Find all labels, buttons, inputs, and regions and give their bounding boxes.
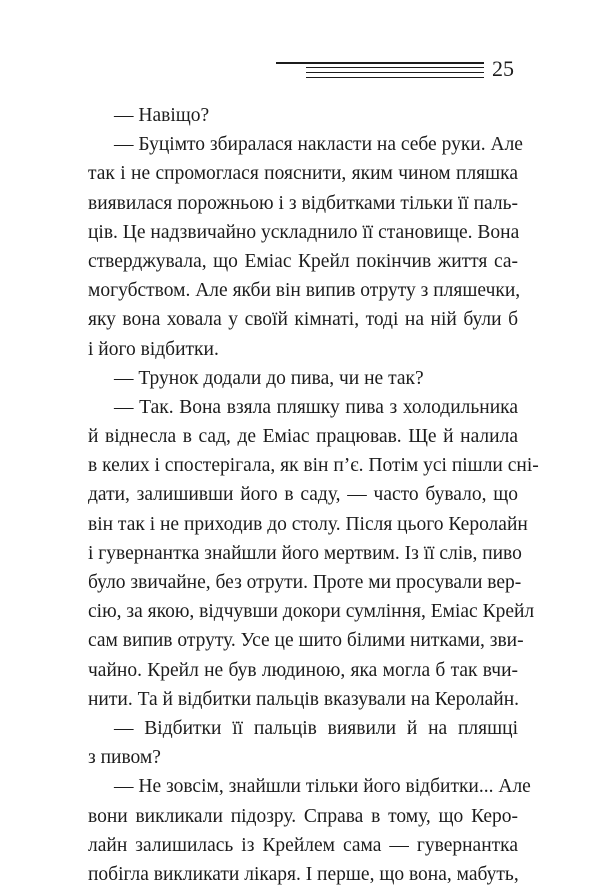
text-line: — Відбитки її пальців виявили й на пляшці: [114, 717, 518, 739]
header-rule-thin: [306, 67, 484, 68]
page-number: 25: [492, 56, 514, 81]
text-line: — Трунок додали до пива, чи не так?: [114, 367, 424, 389]
text-line: вони викликали підозру. Справа в тому, що Керо-: [88, 805, 518, 827]
text-line: побігла викликати лікаря. І перше, що вона, мабуть,: [88, 863, 519, 885]
text-line: — Буцімто збиралася накласти на себе руки. Але: [114, 134, 523, 156]
body-text: [88, 101, 539, 889]
text-line: — Не зовсім, знайшли тільки його відбитки... Але: [114, 776, 531, 798]
text-line: було звичайне, без отрути. Проте ми просували вер-: [88, 572, 522, 593]
header-rule-thin: [306, 77, 484, 78]
text-line: — Навіщо?: [114, 105, 210, 126]
text-line: і його відбитки.: [88, 338, 219, 360]
text-line: — Так. Вона взяла пляшку пива з холодильника: [114, 396, 518, 418]
text-line: і гувернантка знайшли його мертвим. Із її слів, пиво: [88, 542, 522, 564]
text-line: виявилася порожньою і з відбитками тільки її паль-: [88, 192, 518, 214]
text-line: ців. Це надзвичайно ускладнило її становище. Вона: [88, 221, 520, 243]
text-line: так і не спромоглася пояснити, яким чином пляшка: [88, 163, 518, 185]
text-line: й віднесла в сад, де Еміас працював. Ще й налила: [88, 426, 518, 448]
header-rule-thin: [306, 72, 484, 73]
text-line: стверджувала, що Еміас Крейл покінчив життя са-: [88, 250, 518, 272]
text-line: дати, залишивши його в саду, — часто бувало, що: [88, 484, 518, 506]
text-line: в келих і спостерігала, як він п’є. Потім усі пішли сні-: [88, 455, 539, 477]
text-line: сію, за якою, відчувши докори сумління, Еміас Крейл: [88, 601, 535, 623]
text-line: могубством. Але якби він випив отруту з пляшечки,: [88, 280, 521, 302]
header-rule-thick: [276, 62, 484, 64]
text-line: чайно. Крейл не був людиною, яка могла б так вчи-: [88, 659, 518, 681]
text-line: сам випив отруту. Усе це шито білими нитками, зви-: [88, 630, 524, 652]
text-line: з пивом?: [88, 747, 161, 769]
text-line: лайн залишилась із Крейлем сама — гувернантка: [88, 834, 518, 856]
running-header: [0, 0, 600, 90]
text-line: нити. Та й відбитки пальців вказували на Керолайн.: [88, 688, 520, 710]
text-line: яку вона ховала у своїй кімнаті, тоді на ній були б: [88, 309, 518, 331]
text-line: він так і не приходив до столу. Після цього Керолайн: [88, 513, 528, 535]
